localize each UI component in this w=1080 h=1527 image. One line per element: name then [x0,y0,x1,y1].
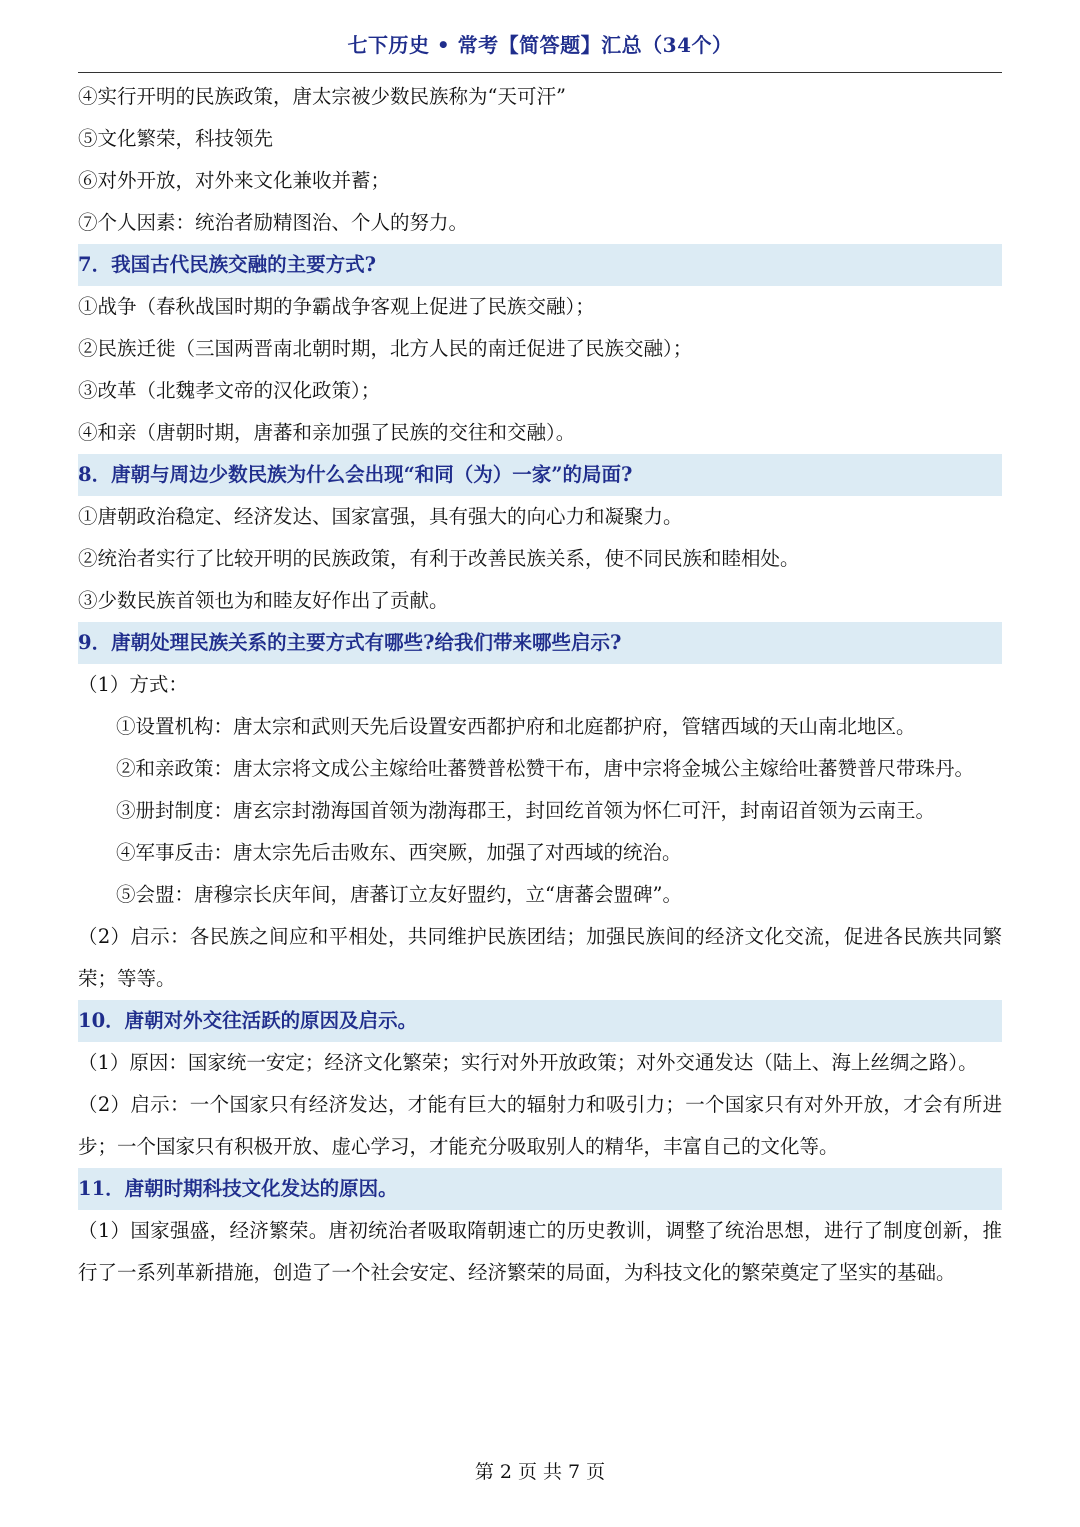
list-item: ②和亲政策：唐太宗将文成公主嫁给吐蕃赞普松赞干布，唐中宗将金城公主嫁给吐蕃赞普尺带珠丹。 [116,757,975,780]
list-item: ①唐朝政治稳定、经济发达、国家富强，具有强大的向心力和凝聚力。 [78,505,683,528]
list-item: ④军事反击：唐太宗先后击败东、西突厥，加强了对西域的统治。 [116,841,682,864]
list-item: ①战争（春秋战国时期的争霸战争客观上促进了民族交融）； [78,295,595,318]
list-item: ②统治者实行了比较开明的民族政策，有利于改善民族关系，使不同民族和睦相处。 [78,547,800,570]
paragraph: （2）启示：一个国家只有经济发达，才能有巨大的辐射力和吸引力；一个国家只有对外开放，才会有所进步；一个国家只有积极开放、虚心学习，才能充分吸取别人的精华，丰富自己的文化等。 [78,1093,1002,1158]
question-heading-10: 10．唐朝对外交往活跃的原因及启示。 [78,1000,1002,1042]
list-item: ③改革（北魏孝文帝的汉化政策）； [78,379,381,402]
list-item: ④实行开明的民族政策，唐太宗被少数民族称为“天可汗” [78,85,566,108]
paragraph: （2）启示：各民族之间应和平相处，共同维护民族团结；加强民族间的经济文化交流，促进各民族共同繁荣；等等。 [78,925,1002,990]
question-heading-9: 9．唐朝处理民族关系的主要方式有哪些?给我们带来哪些启示? [78,622,1002,664]
list-item: ⑤会盟：唐穆宗长庆年间，唐蕃订立友好盟约，立“唐蕃会盟碑”。 [116,883,682,906]
header-title: 七下历史 • 常考【简答题】汇总（34个） [347,33,733,57]
list-item: ⑥对外开放，对外来文化兼收并蓄； [78,169,391,192]
list-item: ④和亲（唐朝时期，唐蕃和亲加强了民族的交往和交融）。 [78,421,576,444]
page-number: 第 2 页 共 7 页 [474,1461,606,1483]
list-item: ②民族迁徙（三国两晋南北朝时期，北方人民的南迁促进了民族交融）； [78,337,693,360]
list-item: ③少数民族首领也为和睦友好作出了贡献。 [78,589,449,612]
question-heading-7: 7．我国古代民族交融的主要方式? [78,244,1002,286]
paragraph: （1）原因：国家统一安定；经济文化繁荣；实行对外开放政策；对外交通发达（陆上、海上丝绸之路）。 [78,1051,978,1074]
list-item: ①设置机构：唐太宗和武则天先后设置安西都护府和北庭都护府，管辖西域的天山南北地区。 [116,715,916,738]
page-header [78,26,1002,73]
list-item: ⑦个人因素：统治者励精图治、个人的努力。 [78,211,469,234]
question-heading-8: 8．唐朝与周边少数民族为什么会出现“和同（为）一家”的局面? [78,454,1002,496]
list-item: ⑤文化繁荣，科技领先 [78,127,274,150]
sub-heading: （1）方式： [78,673,188,696]
list-item: ③册封制度：唐玄宗封渤海国首领为渤海郡王，封回纥首领为怀仁可汗，封南诏首领为云南王。 [116,799,936,822]
paragraph: （1）国家强盛，经济繁荣。唐初统治者吸取隋朝速亡的历史教训，调整了统治思想，进行了制度创新，推行了一系列革新措施，创造了一个社会安定、经济繁荣的局面，为科技文化的繁荣奠定了坚实的基础。 [78,1219,1002,1284]
question-heading-11: 11．唐朝时期科技文化发达的原因。 [78,1168,1002,1210]
document-body [78,76,1002,1294]
